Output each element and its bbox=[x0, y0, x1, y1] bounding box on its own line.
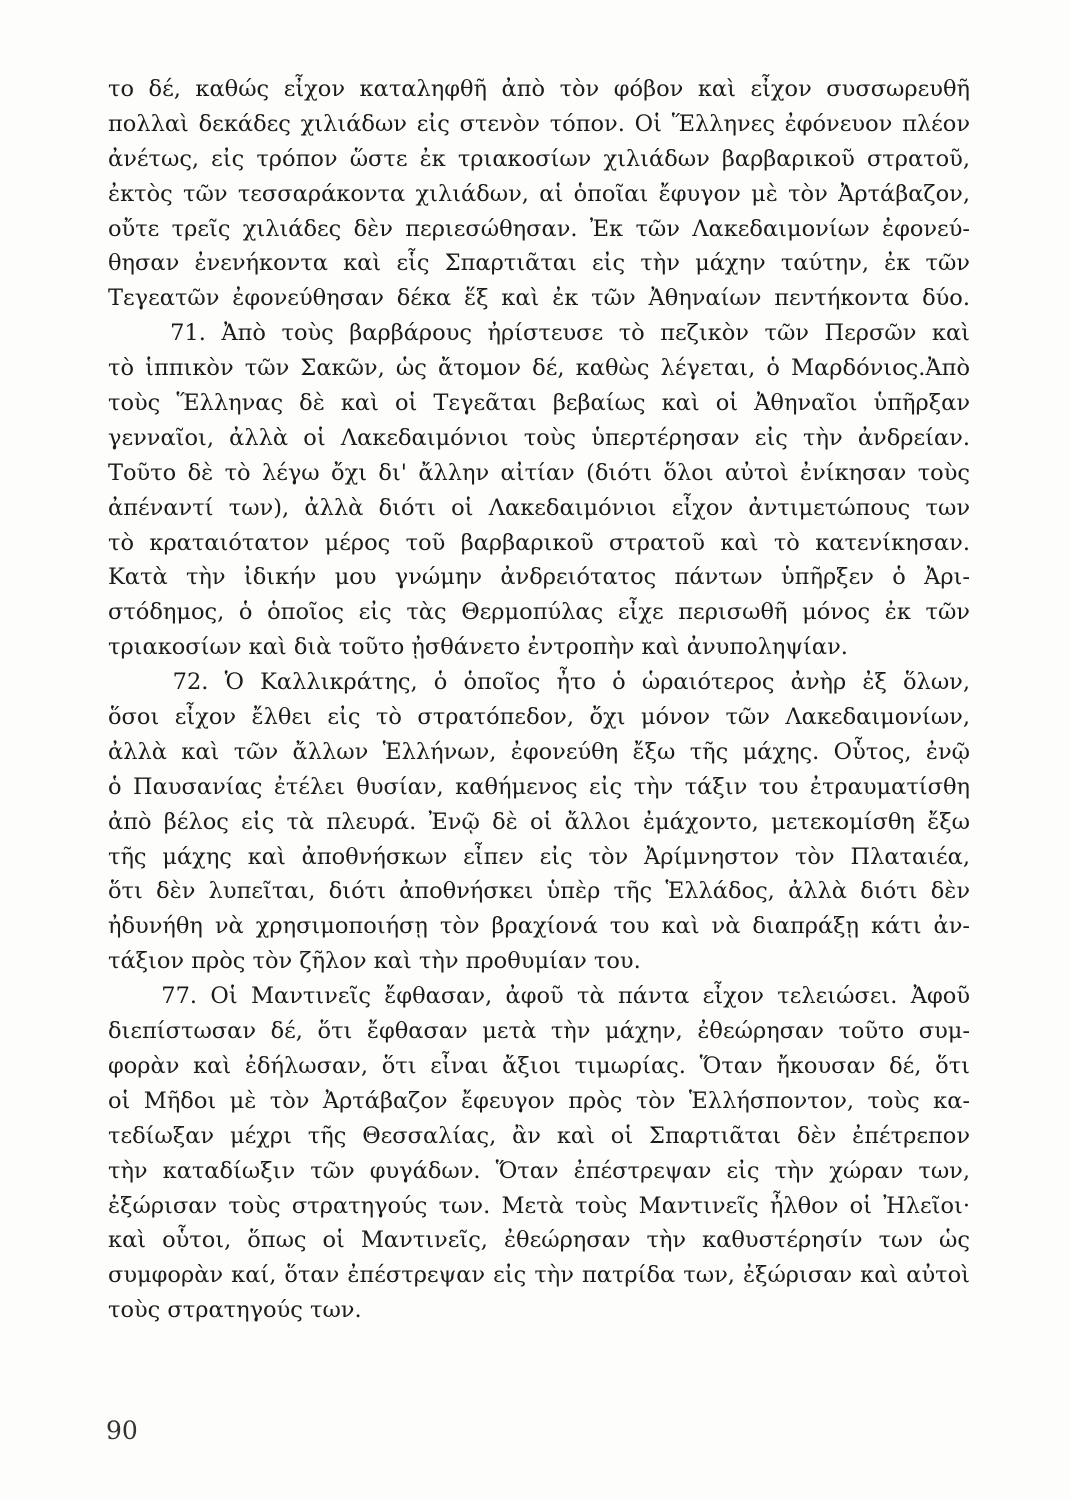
text-line: 77. Οἱ Μαντινεῖς ἔφθασαν, ἀφοῦ τὰ πάντα εἶχον τελειώσει. Ἀφοῦ bbox=[108, 983, 970, 1010]
text-line: ἐξώρισαν τοὺς στρατηγούς των. Μετὰ τοὺς Μαντινεῖς ἦλθον οἱ Ἠλεῖοι· bbox=[108, 1192, 970, 1219]
text-line: γενναῖοι, ἀλλὰ οἱ Λακεδαιμόνιοι τοὺς ὑπερτέρησαν εἰς τὴν ἀνδρείαν. bbox=[108, 424, 970, 451]
text-line: τὴν καταδίωξιν τῶν φυγάδων. Ὅταν ἐπέστρεψαν εἰς τὴν χώραν των, bbox=[108, 1157, 970, 1184]
text-line: στόδημος, ὁ ὁποῖος εἰς τὰς Θερμοπύλας εἶχε περισωθῆ μόνος ἐκ τῶν bbox=[108, 599, 970, 626]
text-line: τάξιον πρὸς τὸν ζῆλον καὶ τὴν προθυμίαν του. bbox=[108, 948, 641, 975]
text-line: 71. Ἀπὸ τοὺς βαρβάρους ἠρίστευσε τὸ πεζικὸν τῶν Περσῶν καὶ bbox=[108, 320, 970, 347]
text-line: τριακοσίων καὶ διὰ τοῦτο ᾐσθάνετο ἐντροπὴν καὶ ἀνυποληψίαν. bbox=[108, 634, 848, 661]
page-number: 90 bbox=[106, 1416, 138, 1445]
text-line: τὸ ἱππικὸν τῶν Σακῶν, ὡς ἄτομον δέ, καθὼς λέγεται, ὁ Μαρδόνιος.Ἀπὸ bbox=[108, 355, 970, 382]
text-line: τὸ κραταιότατον μέρος τοῦ βαρβαρικοῦ στρατοῦ καὶ τὸ κατενίκησαν. bbox=[108, 529, 970, 556]
text-line: το δέ, καθώς εἶχον καταληφθῆ ἀπὸ τὸν φόβον καὶ εἶχον συσσωρευθῆ bbox=[108, 76, 970, 102]
text-line: τῆς μάχης καὶ ἀποθνήσκων εἶπεν εἰς τὸν Ἀρίμνηστον τὸν Πλαταιέα, bbox=[108, 843, 970, 870]
text-line: πολλαὶ δεκάδες χιλιάδων εἰς στενὸν τόπον. Οἱ Ἕλληνες ἐφόνευον πλέον bbox=[108, 110, 970, 137]
text-line: ἀλλὰ καὶ τῶν ἄλλων Ἑλλήνων, ἐφονεύθη ἔξω τῆς μάχης. Οὗτος, ἐνῷ bbox=[108, 738, 970, 765]
text-line: οἱ Μῆδοι μὲ τὸν Ἀρτάβαζον ἔφευγον πρὸς τὸν Ἑλλήσποντον, τοὺς κα- bbox=[108, 1087, 970, 1114]
text-line: ὁ Παυσανίας ἐτέλει θυσίαν, καθήμενος εἰς τὴν τάξιν του ἐτραυματίσθη bbox=[108, 773, 970, 800]
text-line: θησαν ἐνενήκοντα καὶ εἷς Σπαρτιᾶται εἰς τὴν μάχην ταύτην, ἐκ τῶν bbox=[108, 250, 970, 277]
text-line: τεδίωξαν μέχρι τῆς Θεσσαλίας, ἂν καὶ οἱ Σπαρτιᾶται δὲν ἐπέτρεπον bbox=[108, 1122, 970, 1149]
text-line: διεπίστωσαν δέ, ὅτι ἔφθασαν μετὰ τὴν μάχην, ἐθεώρησαν τοῦτο συμ- bbox=[108, 1018, 970, 1045]
text-line: ἐκτὸς τῶν τεσσαράκοντα χιλιάδων, αἱ ὁποῖαι ἔφυγον μὲ τὸν Ἀρτάβαζον, bbox=[108, 180, 970, 207]
text-line: καὶ οὗτοι, ὅπως οἱ Μαντινεῖς, ἐθεώρησαν τὴν καθυστέρησίν των ὡς bbox=[108, 1227, 970, 1254]
text-line: ἀπὸ βέλος εἰς τὰ πλευρά. Ἐνῷ δὲ οἱ ἄλλοι ἐμάχοντο, μετεκομίσθη ἔξω bbox=[108, 808, 970, 835]
text-line: τοὺς στρατηγούς των. bbox=[108, 1297, 362, 1324]
text-line: ὅσοι εἶχον ἔλθει εἰς τὸ στρατόπεδον, ὄχι μόνον τῶν Λακεδαιμονίων, bbox=[108, 704, 970, 731]
text-line: Τοῦτο δὲ τὸ λέγω ὄχι δι' ἄλλην αἰτίαν (διότι ὅλοι αὐτοὶ ἐνίκησαν τοὺς bbox=[108, 459, 970, 486]
body-text bbox=[108, 72, 970, 1328]
text-line: ὅτι δὲν λυπεῖται, διότι ἀποθνήσκει ὑπὲρ τῆς Ἑλλάδος, ἀλλὰ διότι δὲν bbox=[108, 878, 970, 905]
text-line: Κατὰ τὴν ἰδικήν μου γνώμην ἀνδρειότατος πάντων ὑπῆρξεν ὁ Ἀρι- bbox=[108, 564, 970, 591]
text-line: συμφορὰν καί, ὅταν ἐπέστρεψαν εἰς τὴν πατρίδα των, ἐξώρισαν καὶ αὐτοὶ bbox=[108, 1262, 970, 1289]
text-line: ἠδυνήθη νὰ χρησιμοποιήσῃ τὸν βραχίονά του καὶ νὰ διαπράξῃ κάτι ἀν- bbox=[108, 913, 970, 940]
text-line: φορὰν καὶ ἐδήλωσαν, ὅτι εἶναι ἄξιοι τιμωρίας. Ὅταν ἤκουσαν δέ, ὅτι bbox=[108, 1052, 970, 1079]
text-line: ἀπέναντί των), ἀλλὰ διότι οἱ Λακεδαιμόνιοι εἶχον ἀντιμετώπους των bbox=[108, 494, 970, 521]
text-line: οὔτε τρεῖς χιλιάδες δὲν περιεσώθησαν. Ἐκ τῶν Λακεδαιμονίων ἐφονεύ- bbox=[108, 215, 970, 242]
text-line: ἀνέτως, εἰς τρόπον ὥστε ἐκ τριακοσίων χιλιάδων βαρβαρικοῦ στρατοῦ, bbox=[108, 145, 970, 172]
text-line: τοὺς Ἕλληνας δὲ καὶ οἱ Τεγεᾶται βεβαίως καὶ οἱ Ἀθηναῖοι ὑπῆρξαν bbox=[108, 390, 970, 417]
text-line: Τεγεατῶν ἐφονεύθησαν δέκα ἕξ καὶ ἐκ τῶν Ἀθηναίων πεντήκοντα δύο. bbox=[108, 285, 970, 312]
text-line: 72. Ὁ Καλλικράτης, ὁ ὁποῖος ἦτο ὁ ὡραιότερος ἀνὴρ ἐξ ὅλων, bbox=[108, 669, 970, 696]
